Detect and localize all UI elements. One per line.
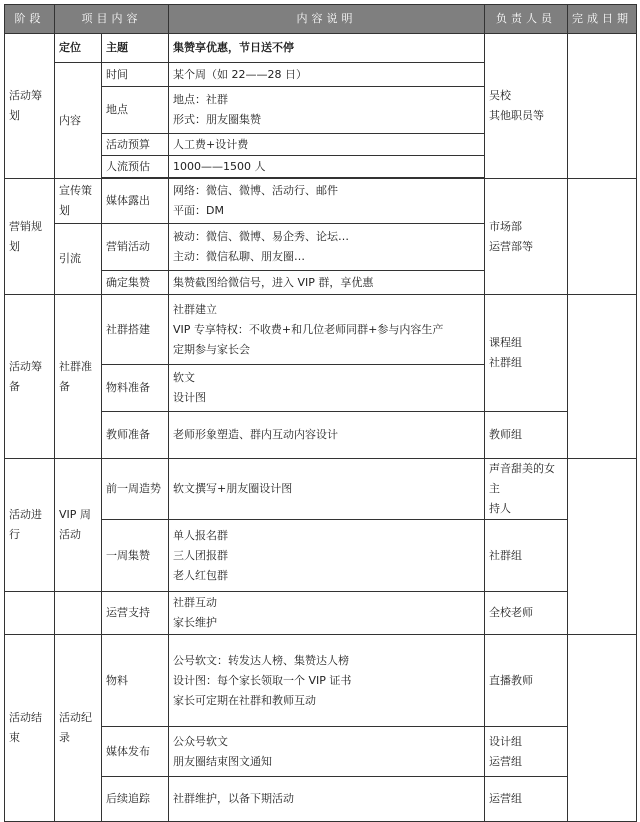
item-cell: 一周集赞 [102, 520, 169, 592]
desc-cell: 1000——1500 人 [169, 156, 485, 178]
owner-cell: 市场部 运营部等 [485, 179, 568, 295]
table-row [5, 295, 637, 365]
owner-cell: 声音甜美的女主 持人 [485, 459, 568, 520]
stage-cell: 营销规划 [5, 179, 55, 295]
desc-cell: 社群互动 家长维护 [169, 592, 485, 635]
table-row [5, 459, 637, 520]
desc-cell: 软文 设计图 [169, 365, 485, 412]
category-cell: 活动纪录 [55, 635, 102, 822]
desc-cell: 网络：微信、微博、活动行、邮件 平面：DM [169, 179, 485, 224]
category-cell: VIP 周活动 [55, 459, 102, 592]
stage-cell: 活动筹划 [5, 34, 55, 179]
item-cell: 时间 [102, 63, 169, 87]
desc-cell: 人工费+设计费 [169, 134, 485, 156]
due-date-cell [568, 34, 637, 179]
item-cell: 物料准备 [102, 365, 169, 412]
item-cell: 活动预算 [102, 134, 169, 156]
item-cell: 后续追踪 [102, 777, 169, 822]
category-cell: 定位 [55, 34, 102, 63]
header-owner: 负责人员 [485, 5, 568, 34]
item-cell: 运营支持 [102, 592, 169, 635]
item-cell: 社群搭建 [102, 295, 169, 365]
plan-table-wrapper [4, 4, 636, 818]
header-due-date: 完成日期 [568, 5, 637, 34]
due-date-cell [568, 295, 637, 459]
item-cell: 媒体露出 [102, 179, 169, 224]
desc-cell: 公号软文：转发达人榜、集赞达人榜 设计图：每个家长领取一个 VIP 证书 家长可定期在社群和教师互动 [169, 635, 485, 727]
owner-cell: 社群组 [485, 520, 568, 592]
owner-cell: 教师组 [485, 412, 568, 459]
desc-cell: 公众号软文 朋友圈结束图文通知 [169, 727, 485, 777]
table-row [5, 635, 637, 727]
desc-cell: 地点：社群 形式：朋友圈集赞 [169, 87, 485, 134]
owner-cell: 吴校 其他职员等 [485, 34, 568, 179]
header-item: 项目内容 [55, 5, 169, 34]
owner-cell: 运营组 [485, 777, 568, 822]
item-cell: 人流预估 [102, 156, 169, 178]
stage-cell: 活动结束 [5, 635, 55, 822]
category-cell: 社群准备 [55, 295, 102, 459]
header-description: 内容说明 [169, 5, 485, 34]
table-header-row [5, 5, 637, 34]
desc-cell: 集赞截图给微信号，进入 VIP 群，享优惠 [169, 271, 485, 295]
table-row [5, 179, 637, 224]
table-row [5, 34, 637, 63]
desc-cell: 老师形象塑造、群内互动内容设计 [169, 412, 485, 459]
category-cell: 引流 [55, 224, 102, 295]
header-stage: 阶段 [5, 5, 55, 34]
item-cell: 物料 [102, 635, 169, 727]
activity-plan-table [4, 4, 637, 822]
desc-cell: 单人报名群 三人团报群 老人红包群 [169, 520, 485, 592]
desc-cell: 某个周（如 22——28 日） [169, 63, 485, 87]
item-cell: 地点 [102, 87, 169, 134]
item-cell: 主题 [102, 34, 169, 63]
stage-cell [5, 592, 55, 635]
stage-cell: 活动进行 [5, 459, 55, 592]
item-cell: 教师准备 [102, 412, 169, 459]
item-cell: 媒体发布 [102, 727, 169, 777]
desc-cell: 软文撰写+朋友圈设计图 [169, 459, 485, 520]
desc-cell: 社群维护，以备下期活动 [169, 777, 485, 822]
stage-cell: 活动筹备 [5, 295, 55, 459]
category-cell: 内容 [55, 63, 102, 179]
owner-cell: 直播教师 [485, 635, 568, 727]
desc-cell: 被动：微信、微博、易企秀、论坛… 主动：微信私聊、朋友圈… [169, 224, 485, 271]
owner-cell: 全校老师 [485, 592, 568, 635]
category-cell: 宣传策划 [55, 179, 102, 224]
due-date-cell [568, 179, 637, 295]
due-date-cell [568, 459, 637, 635]
owner-cell: 设计组 运营组 [485, 727, 568, 777]
item-cell: 确定集赞 [102, 271, 169, 295]
desc-cell: 集赞享优惠，节日送不停 [169, 34, 485, 63]
item-cell: 前一周造势 [102, 459, 169, 520]
desc-cell: 社群建立 VIP 专享特权：不收费+和几位老师同群+参与内容生产 定期参与家长会 [169, 295, 485, 365]
owner-cell: 课程组 社群组 [485, 295, 568, 412]
category-cell [55, 592, 102, 635]
table-row [5, 592, 637, 635]
due-date-cell [568, 635, 637, 822]
item-cell: 营销活动 [102, 224, 169, 271]
